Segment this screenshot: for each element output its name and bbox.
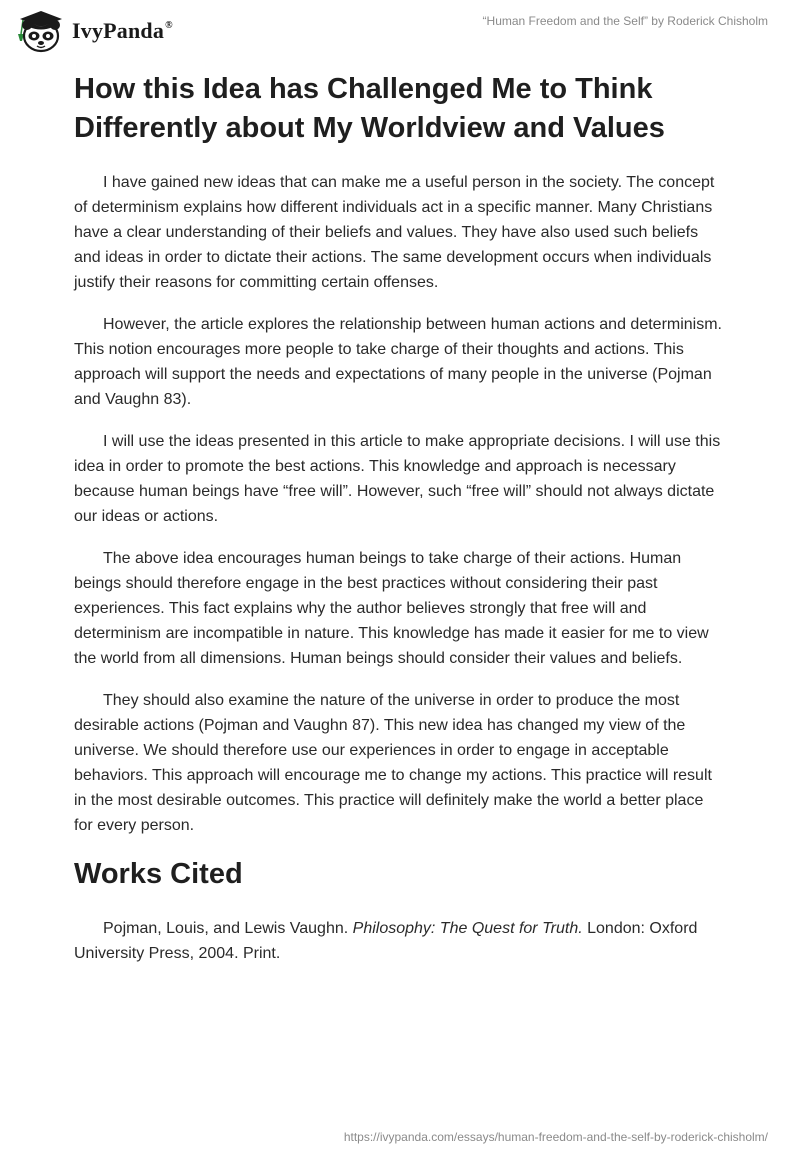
body-paragraphs	[74, 170, 726, 838]
document-reference: “Human Freedom and the Self” by Roderick Chisholm	[482, 14, 768, 28]
logo-wordmark	[72, 18, 173, 44]
works-cited-heading: Works Cited	[74, 858, 243, 890]
page-header	[0, 0, 800, 62]
paragraph: I will use the ideas presented in this article to make appropriate decisions. I will use this idea in order to promote the best actions. This knowledge and approach is necessary because human beings have “free will”. However, such “free will” should not always dictate our ideas or actions.	[74, 433, 721, 525]
paragraph: However, the article explores the relationship between human actions and determinism. This notion encourages more people to take charge of their thoughts and actions. This approach will support the needs and expectations of many people in the universe (Pojman and Vaughn 83).	[74, 316, 722, 408]
citation-title: Philosophy: The Quest for Truth.	[352, 920, 583, 937]
section-title: How this Idea has Challenged Me to Think Differently about My Worldview and Values	[74, 73, 665, 144]
citation-entry	[74, 916, 726, 966]
essay-content	[74, 70, 726, 966]
source-url[interactable]: https://ivypanda.com/essays/human-freedom-and-the-self-by-roderick-chisholm/	[343, 1130, 768, 1144]
ivypanda-logo[interactable]	[14, 8, 173, 54]
citation-authors: Pojman, Louis, and Lewis Vaughn.	[103, 920, 353, 937]
paragraph: The above idea encourages human beings to take charge of their actions. Human beings should therefore engage in the best practices without considering their past experiences. This fact explains why the author believes strongly that free will and determinism are incompatible in nature. This knowledge has made it easier for me to view the world from all dimensions. Human beings should consider their values and beliefs.	[74, 550, 709, 667]
citation-publisher: London: Oxford University Press, 2004. Print.	[74, 920, 698, 962]
panda-graduate-icon	[14, 8, 66, 54]
paragraph: I have gained new ideas that can make me a useful person in the society. The concept of determinism explains how different individuals act in a specific manner. Many Christians have a clear understanding of their beliefs and values. They have also used such beliefs and ideas in order to dictate their actions. The same development occurs when individuals justify their reasons for committing certain offenses.	[74, 174, 715, 291]
logo-registered-mark: ®	[165, 20, 173, 31]
logo-text: IvyPanda	[72, 18, 165, 43]
paragraph: They should also examine the nature of the universe in order to produce the most desirable actions (Pojman and Vaughn 87). This new idea has changed my view of the universe. We should therefore use our experiences in order to engage in acceptable behaviors. This approach will encourage me to change my actions. This practice will result in the most desirable outcomes. This practice will definitely make the world a better place for every person.	[74, 692, 712, 834]
